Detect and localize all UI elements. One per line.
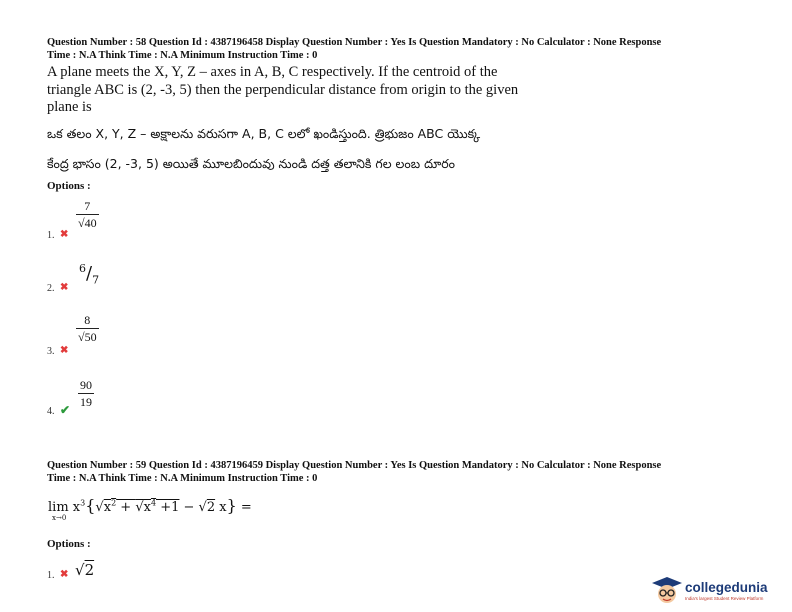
option-denominator: √40 (78, 216, 97, 230)
option-numerator: 8 (84, 313, 91, 327)
graduate-mascot-icon (651, 576, 683, 606)
q58-option-1-fraction[interactable] (76, 199, 99, 231)
q58-telugu-line1: ఒక తలం X, Y, Z – అక్షాలను వరుసగా A, B, C లలో ఖండిస్తుంది. త్రిభుజం ABC యొక్క (47, 126, 481, 141)
q59-options-label: Options : (47, 538, 91, 550)
check-icon: ✔ (60, 403, 71, 417)
cross-icon: ✖ (60, 229, 69, 240)
q58-text-line1: A plane meets the X, Y, Z – axes in A, B, C respectively. If the centroid of the (47, 64, 498, 80)
q58-text-line2: triangle ABC is (2, -3, 5) then the perpendicular distance from origin to the given (47, 81, 519, 98)
formula-exponent: 4 (150, 498, 157, 508)
q59-meta (47, 459, 767, 485)
q58-meta-line2: Time : N.A Think Time : N.A Minimum Instruction Time : 0 (47, 50, 318, 61)
option-numerator: 90 (80, 378, 92, 392)
lim-subscript: x→0 (52, 514, 67, 522)
q59-meta-line2: Time : N.A Think Time : N.A Minimum Instruction Time : 0 (47, 473, 318, 484)
q59-option-1-value[interactable] (75, 561, 94, 579)
formula-brace-close: } (226, 496, 237, 515)
formula-equals: = (236, 500, 252, 515)
q58-option-2-fraction[interactable] (79, 262, 99, 287)
formula-x: x (103, 500, 112, 515)
q58-telugu-line2: కేంద్ర భాసం (2, -3, 5) అయితే మూలబిందువు నుండి దత్త తలానికి గల లంబ దూరం (47, 156, 456, 171)
q58-option-3-number: 3. (47, 346, 55, 357)
formula-x: x (72, 500, 81, 515)
option-denominator: √50 (78, 330, 97, 344)
q59-option-1-number: 1. (47, 570, 55, 581)
option-value: 2 (84, 561, 95, 579)
formula-two: 2 (206, 500, 216, 515)
logo-tagline: India's largest Student Review Platform (685, 596, 764, 601)
option-denominator: 7 (92, 273, 100, 287)
formula-exponent: 2 (111, 498, 117, 508)
collegedunia-logo (651, 576, 783, 606)
lim-operator: lim (48, 500, 69, 515)
q58-text-line3: plane is (47, 99, 92, 115)
logo-name: collegedunia (685, 580, 768, 595)
formula-x: x (143, 500, 151, 515)
option-numerator: 6 (79, 262, 86, 275)
formula-x: x (215, 500, 227, 515)
q58-option-1-number: 1. (47, 230, 55, 241)
q59-formula (48, 496, 252, 515)
sqrt-symbol: √ (95, 500, 104, 515)
sqrt-symbol: √ (135, 500, 144, 515)
q58-option-3-fraction[interactable] (76, 313, 99, 345)
q58-question-text (47, 64, 587, 117)
q58-option-4-number: 4. (47, 406, 55, 417)
sqrt-symbol: √ (75, 561, 85, 579)
sqrt-symbol: √ (198, 500, 207, 515)
formula-brace-open: { (85, 496, 96, 515)
formula-plus: + (116, 500, 136, 515)
q58-option-4-fraction[interactable] (78, 378, 94, 410)
option-numerator: 7 (84, 199, 91, 213)
formula-exponent: 3 (80, 498, 86, 508)
cross-icon: ✖ (60, 282, 69, 293)
formula-plus-one: +1 (156, 500, 180, 515)
formula-minus: − (179, 500, 199, 515)
q58-options-label: Options : (47, 180, 91, 192)
q58-meta-line1: Question Number : 58 Question Id : 4387196458 Display Question Number : Yes Is Question Mandatory : No Calculator : None Response (47, 37, 662, 48)
q58-meta (47, 36, 767, 62)
fraction-slash: / (86, 263, 93, 284)
q59-meta-line1: Question Number : 59 Question Id : 4387196459 Display Question Number : Yes Is Question Mandatory : No Calculator : None Response (47, 460, 662, 471)
cross-icon: ✖ (60, 569, 69, 580)
q58-option-2-number: 2. (47, 283, 55, 294)
option-denominator: 19 (80, 395, 92, 409)
cross-icon: ✖ (60, 345, 69, 356)
